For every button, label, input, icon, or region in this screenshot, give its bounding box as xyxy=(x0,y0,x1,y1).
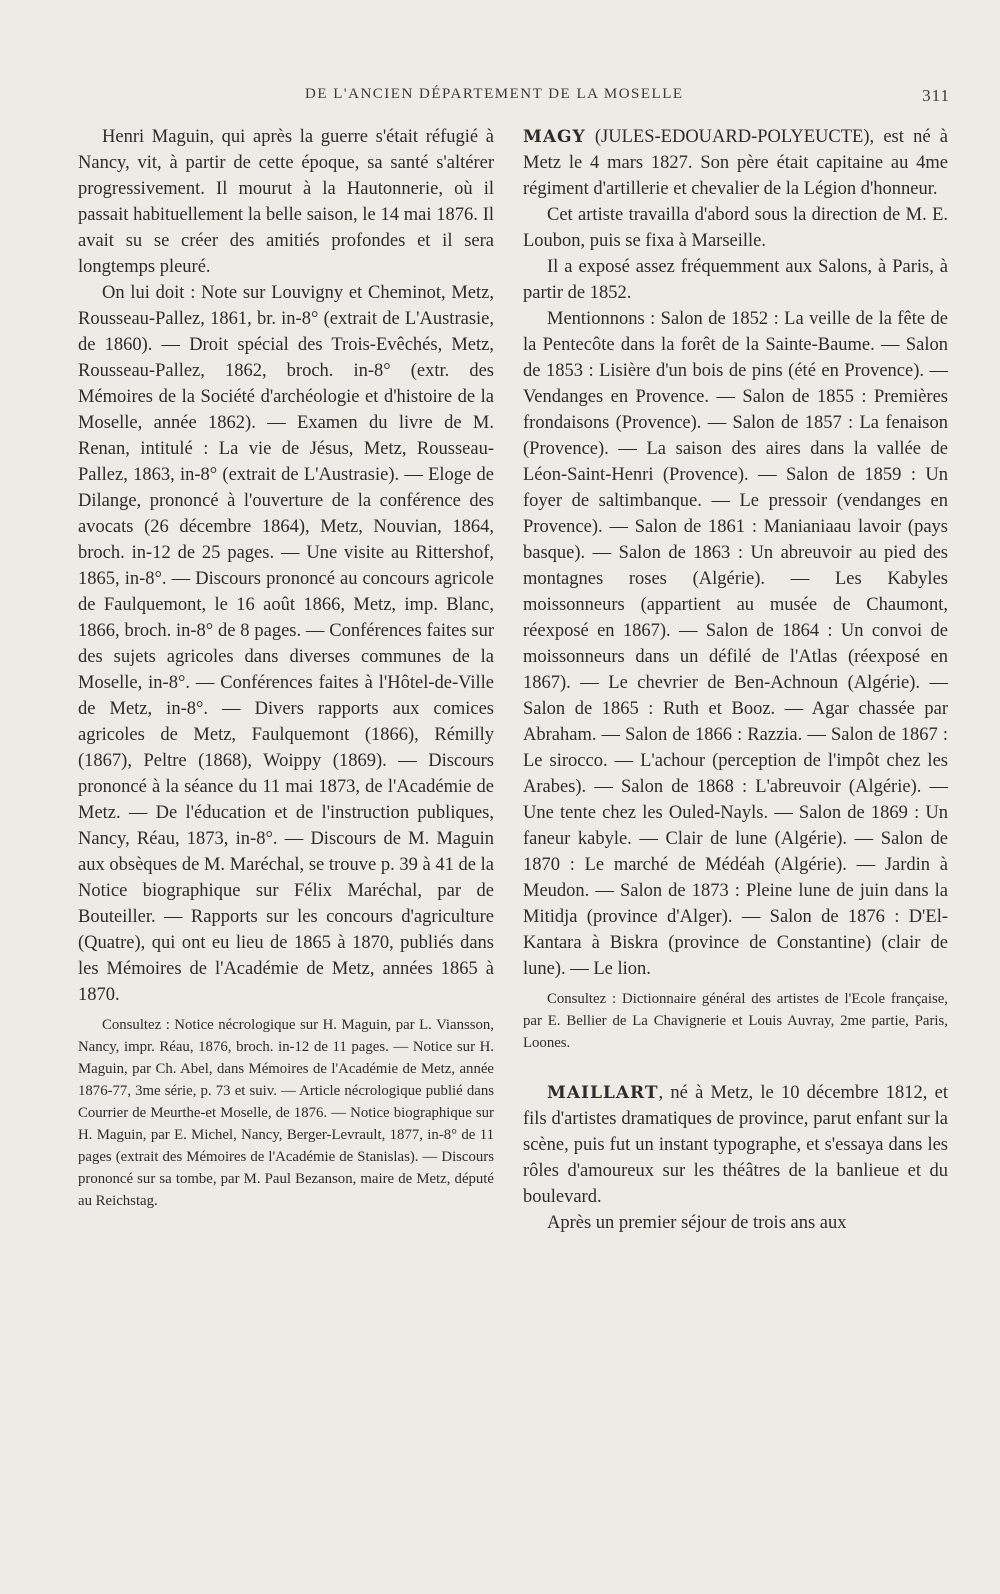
right-column xyxy=(523,124,948,1236)
magy-consultez: Consultez : Dictionnaire général des artistes de l'Ecole française, par E. Bellier de La Chavignerie et Louis Auvray, 2me partie, Paris, Loones. xyxy=(523,991,948,1051)
maillart-intro xyxy=(523,1080,948,1210)
page-number: 311 xyxy=(922,86,950,105)
running-title: DE L'ANCIEN DÉPARTEMENT DE LA MOSELLE xyxy=(305,86,684,102)
entry-heading-maillart: MAILLART xyxy=(547,1083,659,1103)
maillart-paragraph-2: Après un premier séjour de trois ans aux xyxy=(547,1213,847,1233)
maguin-works-paragraph: On lui doit : Note sur Louvigny et Cheminot, Metz, Rousseau-Pallez, 1861, br. in-8° (extrait de L'Austrasie, de 1860). — Droit spécial des Trois-Evêchés, Metz, Rousseau-Pallez, 1862, broch. in-8° (extr. des Mémoires de la Société d'archéologie et d'histoire de la Moselle, année 1862). — Examen du livre de M. Renan, intitulé : La vie de Jésus, Metz, Rousseau-Pallez, 1863, in-8° (extrait de L'Austrasie). — Eloge de Dilange, prononcé à l'ouverture de la conférence des avocats (26 décembre 1864), Metz, Nouvian, 1864, broch. in-12 de 25 pages. — Une visite au Rittershof, 1865, in-8°. — Discours prononcé au concours agricole de Faulquemont, le 16 août 1866, Metz, imp. Blanc, 1866, broch. in-8° de 8 pages. — Conférences faites sur des sujets agricoles dans diverses communes de la Moselle, in-8°. — Conférences faites à l'Hôtel-de-Ville de Metz, in-8°. — Divers rapports aux comices agricoles de Metz, Faulquemont (1866), Rémilly (1867), Peltre (1868), Woippy (1869). — Discours prononcé à la séance du 11 mai 1873, de l'Académie de Metz. — De l'éducation et de l'instruction publiques, Nancy, Réau, 1873, in-8°. — Discours de M. Maguin aux obsèques de M. Maréchal, se trouve p. 39 à 41 de la Notice biographique sur Félix Maréchal, par de Bouteiller. — Rapports sur les concours d'agriculture (Quatre), qui ont eu lieu de 1865 à 1870, publiés dans les Mémoires de l'Académie de Metz, années 1865 à 1870. xyxy=(78,283,494,1005)
entry-heading-magy: MAGY xyxy=(523,127,586,147)
left-column xyxy=(78,124,494,1212)
magy-paragraph-2: Cet artiste travailla d'abord sous la direction de M. E. Loubon, puis se fixa à Marseille. xyxy=(523,205,948,251)
entry-spacer xyxy=(523,1054,948,1080)
magy-salons-paragraph: Mentionnons : Salon de 1852 : La veille de la fête de la Pentecôte dans la forêt de la Sainte-Baume. — Salon de 1853 : Lisière d'un bois de pins (été en Provence). — Vendanges en Provence. — Salon de 1855 : Premières frondaisons (Provence). — Salon de 1857 : La fenaison (Provence). — La saison des aires dans la vallée de Léon-Saint-Henri (Provence). — Salon de 1859 : Un foyer de saltimbanque. — Le pressoir (vendanges en Provence). — Salon de 1861 : Manianiaau lavoir (pays basque). — Salon de 1863 : Un abreuvoir au pied des montagnes roses (Algérie). — Les Kabyles moissonneurs (appartient au musée de Chaumont, réexposé en 1867). — Salon de 1864 : Un convoi de moissonneurs dans un défilé de l'Atlas (réexposé en 1867). — Le chevrier de Ben-Achnoun (Algérie). — Salon de 1865 : Ruth et Booz. — Agar chassée par Abraham. — Salon de 1866 : Razzia. — Salon de 1867 : Le sirocco. — L'achour (perception de l'impôt chez les Arabes). — Salon de 1868 : L'abreuvoir (Algérie). — Une tente chez les Ouled-Nayls. — Salon de 1869 : Un faneur kabyle. — Clair de lune (Algérie). — Salon de 1870 : Le marché de Médéah (Algérie). — Jardin à Meudon. — Salon de 1873 : Pleine lune de juin dans la Mitidja (province d'Alger). — Salon de 1876 : D'El-Kantara à Biskra (province de Constantine) (clair de lune). — Le lion. xyxy=(523,309,948,979)
maguin-paragraph-1: Henri Maguin, qui après la guerre s'était réfugié à Nancy, vit, à partir de cette époque, sa santé s'altérer progressivement. Il mourut à la Hautonnerie, où il passait habituellement la belle saison, le 14 mai 1876. Il avait su se créer des amitiés profondes et il sera longtemps pleuré. xyxy=(78,127,494,277)
maillart-intro-text: , né à Metz, le 10 décembre 1812, et fils d'artistes dramatiques de province, parut enfant sur la scène, puis fut un instant typographe, et s'essaya dans les rôles d'amoureux sur les théâtres de la banlieue et du boulevard. xyxy=(523,1083,948,1207)
magy-paragraph-3: Il a exposé assez fréquemment aux Salons, à Paris, à partir de 1852. xyxy=(523,257,948,303)
magy-intro xyxy=(523,124,948,202)
magy-intro-text: (JULES-EDOUARD-POLYEUCTE), est né à Metz le 4 mars 1827. Son père était capitaine au 4me régiment d'artillerie et chevalier de la Légion d'honneur. xyxy=(523,127,948,199)
maguin-consultez: Consultez : Notice nécrologique sur H. Maguin, par L. Viansson, Nancy, impr. Réau, 1876, broch. in-12 de 11 pages. — Notice sur H. Maguin, par Ch. Abel, dans Mémoires de l'Académie de Metz, année 1876-77, 3me série, p. 73 et suiv. — Article nécrologique publié dans Courrier de Meurthe-et Moselle, de 1876. — Notice biographique sur H. Maguin, par E. Michel, Nancy, Berger-Levrault, 1877, in-8° de 11 pages (extrait des Mémoires de l'Académie de Stanislas). — Discours prononcé sur sa tombe, par M. Paul Bezanson, maire de Metz, député au Reichstag. xyxy=(78,1017,494,1209)
